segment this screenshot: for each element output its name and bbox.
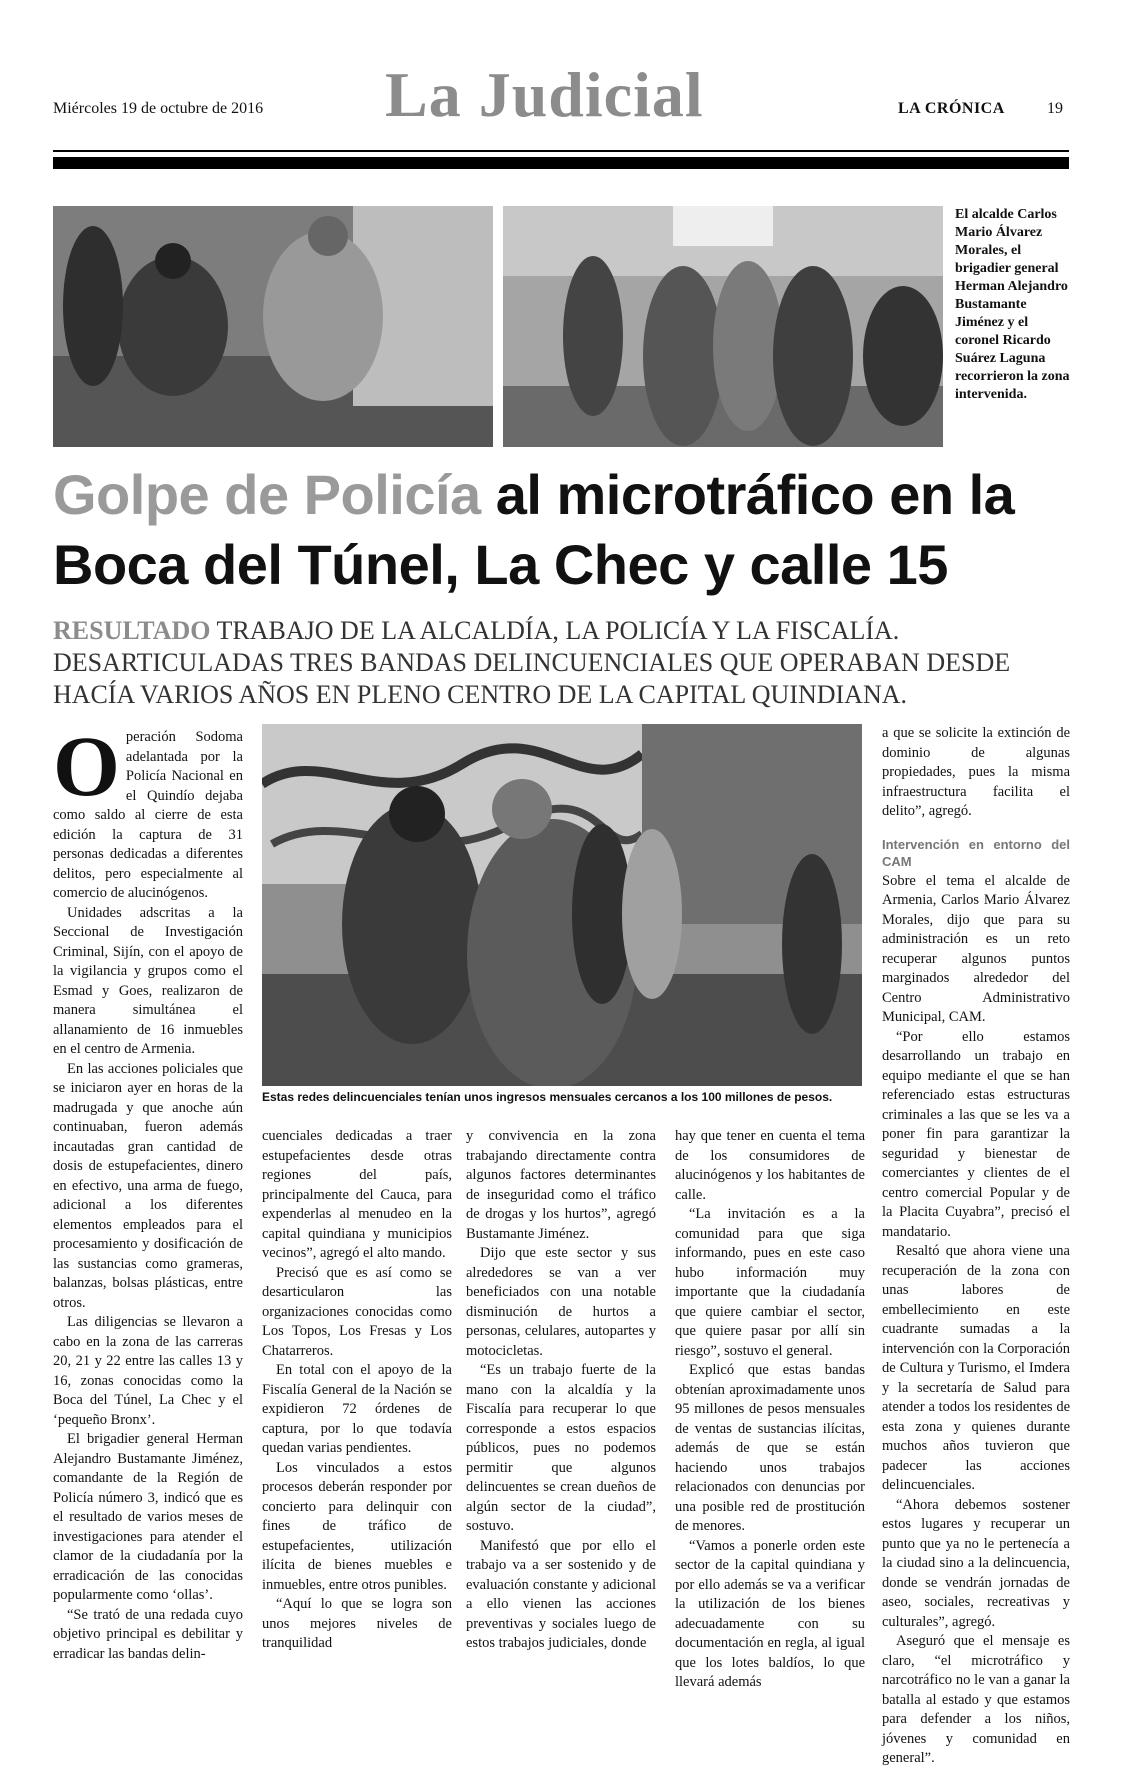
- headline-rest: al microtráfico en la Boca del Túnel, La Chec y calle 15: [53, 463, 1015, 596]
- article-paragraph: “Aquí lo que se logra son unos mejores niveles de tranquilidad: [262, 1596, 452, 1651]
- main-photo-caption: Estas redes delincuenciales tenían unos ingresos mensuales cercanos a los 100 millones de pesos.: [262, 1090, 833, 1104]
- article-paragraph: “Ahora debemos sostener estos lugares y recuperar un punto que ya no le pertenecía a la ciudad sino a la delincuencia, donde se vendrán jornadas de aseo, sociales, recreativas y culturales”, agregó.: [882, 1496, 1070, 1630]
- header-rule-thin: [53, 150, 1069, 152]
- article-paragraph: “Se trató de una redada cuyo objetivo principal es debilitar y erradicar las bandas delin-: [53, 1606, 243, 1662]
- article-paragraph: En las acciones policiales que se iniciaron ayer en horas de la madrugada y que anoche aún continuaban, fueron además incautadas gran cantidad de dosis de estupefacientes, dinero en efectivo, una arma de fuego, adicional a los diferentes elementos empleados para el procesamiento y dosificación de las sustancias como grameras, balanzas, bolsas plásticas, entre otros.: [53, 1060, 243, 1311]
- paragraph-text: peración Sodoma adelantada por la Policía Nacional en el Quindío dejaba como saldo al cierre de esta edición la captura de 31 personas dedicadas a diferentes delitos, pero especialmente al comercio de alucinógenos.: [53, 729, 243, 901]
- headline-lead: Golpe de Policía: [53, 463, 481, 526]
- photo-street-operation: [262, 724, 862, 1086]
- photo-officials-walkthrough: [503, 206, 943, 447]
- article-paragraph: hay que tener en cuenta el tema de los consumidores de alucinógenos y los habitantes de calle.: [675, 1128, 865, 1203]
- drop-cap: O: [53, 718, 120, 814]
- article-paragraph: [53, 718, 243, 904]
- section-title: La Judicial: [385, 59, 704, 130]
- article-paragraph: Las diligencias se llevaron a cabo en la zona de las carreras 20, 21 y 22 entre las calles 13 y 16, zonas conocidas como la Boca del Túnel, La Chec y el ‘pequeño Bronx’.: [53, 1314, 243, 1428]
- article-column-3: [466, 1127, 656, 1654]
- photo-police-search: [53, 206, 493, 447]
- top-photo-caption: El alcalde Carlos Mario Álvarez Morales, el brigadier general Herman Alejandro Bustamante Jiménez y el coronel Ricardo Suárez Laguna recorrieron la zona intervenida.: [955, 207, 1070, 402]
- article-paragraph: El brigadier general Herman Alejandro Bustamante Jiménez, comandante de la Región de Policía número 3, indicó que es el resultado de varios meses de investigaciones para atender el clamor de la ciudadanía por la erradicación de las conocidas popularmente como ‘ollas’.: [53, 1431, 243, 1603]
- article-paragraph: Resaltó que ahora viene una recuperación de la zona con unas labores de embellecimiento en este cuadrante sumadas a la intervención con la Corporación de Cultura y Turismo, el Imdera y la secretaría de Salud para atender a todos los residentes de esta zona y quienes durante muchos años tuvieron que padecer las acciones delincuenciales.: [882, 1243, 1070, 1493]
- article-paragraph: cuenciales dedicadas a traer estupefacientes desde otras regiones del país, principalmente del Cauca, para expenderlas al menudeo en la capital quindiana y municipios vecinos”, agregó el alto mando.: [262, 1128, 452, 1261]
- deck-text: TRABAJO DE LA ALCALDÍA, LA POLICÍA Y LA FISCALÍA. DESARTICULADAS TRES BANDAS DELINCUENCIALES QUE OPERABAN DESDE HACÍA VARIOS AÑOS EN PLENO CENTRO DE LA CAPITAL QUINDIANA.: [53, 616, 1011, 709]
- article-paragraph: Unidades adscritas a la Seccional de Investigación Criminal, Sijín, con el apoyo de la vigilancia y grupos como el Esmad y Goes, realizaron de manera simultánea el allanamiento de 16 inmuebles en el centro de Armenia.: [53, 904, 243, 1057]
- article-paragraph: Sobre el tema el alcalde de Armenia, Carlos Mario Álvarez Morales, dijo que para su administración es un reto recuperar algunos puntos marginados alrededor del Centro Administrativo Municipal, CAM.: [882, 872, 1070, 1025]
- article-paragraph: En total con el apoyo de la Fiscalía General de la Nación se expidieron 72 órdenes de captura, por lo que todavía quedan varias pendientes.: [262, 1362, 452, 1456]
- article-paragraph: Los vinculados a estos procesos deberán responder por concierto para delinquir con fines de tráfico de estupefacientes, utilización ilícita de bienes muebles e inmuebles, entre otros punibles.: [262, 1459, 452, 1593]
- article-paragraph: y convivencia en la zona trabajando directamente contra algunos factores determinantes de inseguridad como el tráfico de drogas y los hurtos”, agregó Bustamante Jiménez.: [466, 1128, 656, 1242]
- deck-keyword: RESULTADO: [53, 616, 211, 645]
- newspaper-name: LA CRÓNICA: [898, 100, 1005, 117]
- article-paragraph: Aseguró que el mensaje es claro, “el microtráfico y narcotráfico no le van a ganar la batalla al estado y que estamos para defender a los niños, jóvenes y comunidad en general”.: [882, 1633, 1070, 1766]
- article-paragraph: “La invitación es a la comunidad para que siga informando, pues en este caso hubo información muy importante que la ciudadanía que quiere cambiar el sector, que quiere pasar por allí sin riesgo”, sostuvo el general.: [675, 1206, 865, 1359]
- deck: [53, 615, 1069, 711]
- headline: [53, 460, 1069, 600]
- article-column-1: [53, 718, 243, 1664]
- article-paragraph: Manifestó que por ello el trabajo va a ser sostenido y de evaluación constante y adicional a ello vienen las acciones preventivas y sociales luego de estos trabajos judiciales, donde: [466, 1537, 656, 1651]
- article-paragraph: Precisó que es así como se desarticularon las organizaciones conocidas como Los Topos, Los Fresas y Los Chatarreros.: [262, 1264, 452, 1359]
- issue-date: Miércoles 19 de octubre de 2016: [53, 100, 264, 117]
- page-number: 19: [1047, 100, 1063, 117]
- header-rule-thick: [53, 157, 1069, 169]
- article-column-5: [882, 724, 1070, 1769]
- article-paragraph: “Por ello estamos desarrollando un trabajo en equipo mediante el que se han referenciado estas estructuras criminales a las que se les va a poner fin para garantizar la seguridad y bienestar de comerciantes y clientes de el centro comercial Popular y de la Placita Cuyabra”, precisó el mandatario.: [882, 1028, 1070, 1240]
- article-column-2: [262, 1127, 452, 1654]
- article-paragraph: “Vamos a ponerle orden este sector de la capital quindiana y por ello además se va a verificar la utilización de los bienes adecuadamente con su documentación en regla, al igual que los lotes baldíos, lo que llevará además: [675, 1537, 865, 1690]
- article-paragraph: a que se solicite la extinción de dominio de algunas propiedades, pues la misma infraestructura facilita el delito”, agregó.: [882, 725, 1070, 819]
- article-paragraph: Dijo que este sector y sus alrededores se van a ver beneficiados con una notable disminución de hurtos a personas, celulares, autopartes y motocicletas.: [466, 1245, 656, 1359]
- article-paragraph: “Es un trabajo fuerte de la mano con la alcaldía y la Fiscalía para recuperar lo que corresponde a estos espacios públicos, pues no podemos permitir que algunos delincuentes se crean dueños de algún sector de la ciudad”, sostuvo.: [466, 1362, 656, 1534]
- article-column-4: [675, 1127, 865, 1693]
- article-subhead: Intervención en entorno del CAM: [882, 836, 1070, 869]
- article-paragraph: Explicó que estas bandas obtenían aproximadamente unos 95 millones de pesos mensuales de ventas de sustancias ilícitas, además de que se están haciendo unos trabajos relacionados con denuncias por una posible red de prostitución de menores.: [675, 1362, 865, 1534]
